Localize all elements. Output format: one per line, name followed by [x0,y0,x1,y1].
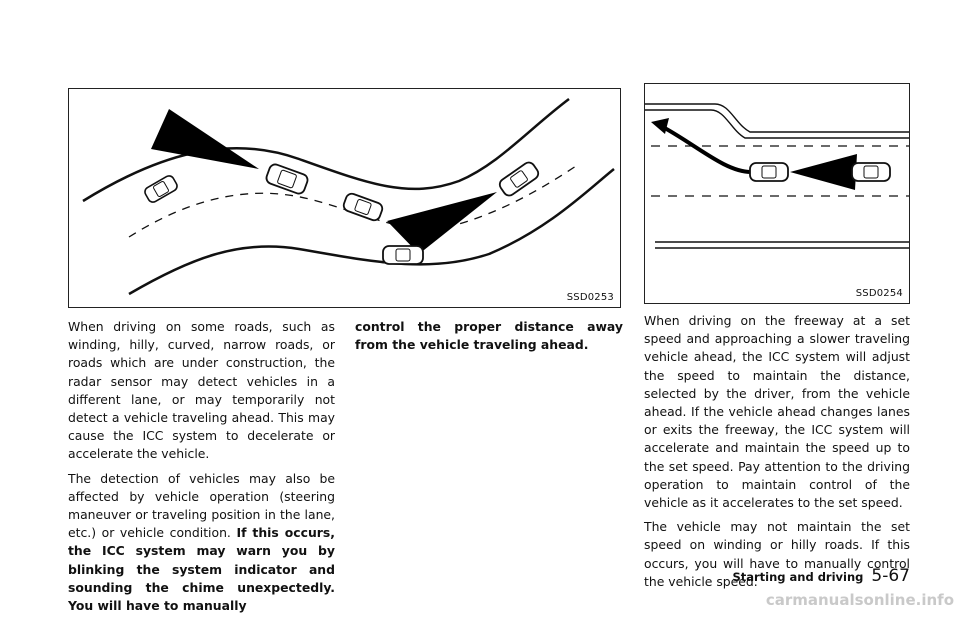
paragraph-text: The detection of vehicles may also be affected by vehicle operation (steering maneuver or traveling position in the lane, etc.) or vehicle condition. [68,470,335,541]
figure-curved-road [68,88,621,308]
figure-caption: SSD0254 [855,288,903,299]
section-name: Starting and driving [732,570,864,584]
warning-text: control the proper distance away from the vehicle traveling ahead. [355,319,623,353]
paragraph: When driving on the freeway at a set speed and approaching a slower traveling vehicle ahead, the ICC system will adjust the speed to maintain the distance, selected by the driver, from the vehicle ahead. If the vehicle ahead changes lanes or exits the freeway, the ICC system will accelerate and maintain the speed up to the set speed. Pay attention to the driving operation to maintain control of the vehicle as it accelerates to the set speed. [644,313,910,511]
car-icon [383,246,423,264]
page-number: 5-67 [871,566,910,586]
figure-freeway-lane-change [644,83,910,304]
text-column-1 [68,318,335,621]
watermark: carmanualsonline.info [765,591,954,609]
paragraph: When driving on some roads, such as winding, hilly, curved, narrow roads, or roads which are under construction, the radar sensor may detect vehicles in a different lane, or may temporarily not detect a vehicle traveling ahead. This may cause the ICC system to decelerate or accelerate the vehicle. [68,319,335,462]
car-icon [342,192,384,222]
paragraph [68,470,335,616]
text-column-2 [355,318,623,360]
car-icon [750,163,788,181]
text-column-3 [644,312,910,597]
page-footer [732,566,910,586]
paragraph: The vehicle may not maintain the set speed on winding or hilly roads. If this occurs, you will have to manually control the vehicle speed. [644,519,910,589]
figure-caption: SSD0253 [566,292,614,303]
car-icon [852,163,890,181]
warning-text: If this occurs, the ICC system may warn you by blinking the system indicator and sounding the chime unexpectedly. You will have to manually [68,525,335,614]
freeway-illustration [645,84,909,303]
curved-road-illustration [69,89,620,307]
paragraph [355,318,623,354]
car-icon [265,163,309,195]
car-icon [143,174,179,204]
